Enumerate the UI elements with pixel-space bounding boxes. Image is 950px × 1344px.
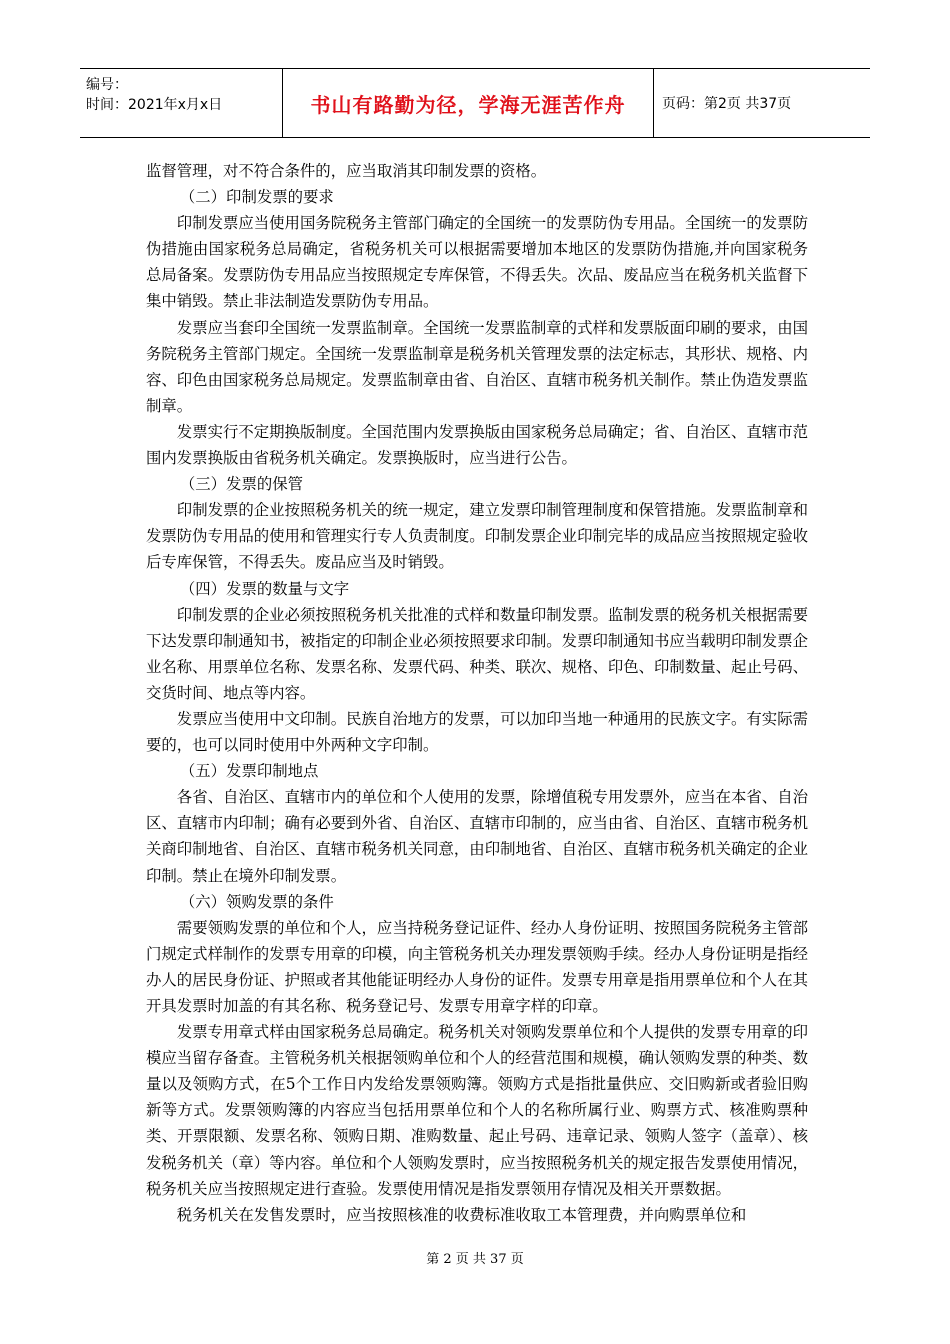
document-body	[146, 158, 808, 1228]
paragraph: 发票应当使用中文印制。民族自治地方的发票，可以加印当地一种通用的民族文字。有实际需要的，也可以同时使用中外两种文字印制。	[146, 709, 808, 755]
page-footer: 第 2 页 共 37 页	[426, 1252, 524, 1267]
section-heading: （六）领购发票的条件	[179, 892, 334, 911]
page-header	[80, 68, 870, 138]
header-page-info: 页码：第2页 共37页	[662, 96, 792, 112]
time-label: 时间：2021年x月x日	[86, 97, 223, 113]
paragraph: 印制发票的企业必须按照税务机关批准的式样和数量印制发票。监制发票的税务机关根据需要下达发票印制通知书，被指定的印制企业必须按照要求印制。发票印制通知书应当载明印制发票企业名称、用票单位名称、发票名称、发票代码、种类、联次、规格、印色、印制数量、起止号码、交货时间、地点等内容。	[146, 605, 808, 702]
section-heading: （五）发票印制地点	[179, 762, 319, 781]
number-label: 编号：	[86, 77, 128, 93]
header-motto: 书山有路勤为径，学海无涯苦作舟	[283, 69, 654, 137]
header-meta	[80, 69, 283, 137]
paragraph: 税务机关在发售发票时，应当按照核准的收费标准收取工本管理费，并向购票单位和	[176, 1205, 747, 1224]
paragraph: 印制发票的企业按照税务机关的统一规定，建立发票印制管理制度和保管措施。发票监制章和发票防伪专用品的使用和管理实行专人负责制度。印制发票企业印制完毕的成品应当按照规定验收后专库保管，不得丢失。废品应当及时销毁。	[146, 501, 808, 572]
section-heading: （二）印制发票的要求	[179, 188, 334, 207]
paragraph: 各省、自治区、直辖市内的单位和个人使用的发票，除增值税专用发票外，应当在本省、自治区、直辖市内印制；确有必要到外省、自治区、直辖市印制的，应当由省、自治区、直辖市税务机关商印制地省、自治区、直辖市税务机关同意，由印制地省、自治区、直辖市税务机关确定的企业印制。禁止在境外印制发票。	[146, 788, 808, 885]
section-heading: （四）发票的数量与文字	[179, 579, 350, 598]
paragraph: 发票实行不定期换版制度。全国范围内发票换版由国家税务总局确定；省、自治区、直辖市范围内发票换版由省税务机关确定。发票换版时，应当进行公告。	[146, 422, 808, 468]
paragraph: 监督管理，对不符合条件的，应当取消其印制发票的资格。	[146, 162, 547, 180]
paragraph: 发票应当套印全国统一发票监制章。全国统一发票监制章的式样和发票版面印刷的要求，由国务院税务主管部门规定。全国统一发票监制章是税务机关管理发票的法定标志，其形状、规格、内容、印色由国家税务总局规定。发票监制章由省、自治区、直辖市税务机关制作。禁止伪造发票监制章。	[146, 318, 808, 415]
section-heading: （三）发票的保管	[179, 475, 304, 494]
paragraph: 发票专用章式样由国家税务总局确定。税务机关对领购发票单位和个人提供的发票专用章的印模应当留存备查。主管税务机关根据领购单位和个人的经营范围和规模，确认领购发票的种类、数量以及领购方式，在5个工作日内发给发票领购簿。领购方式是指批量供应、交旧购新或者验旧购新等方式。发票领购簿的内容应当包括用票单位和个人的名称所属行业、购票方式、核准购票种类、开票限额、发票名称、领购日期、准购数量、起止号码、违章记录、领购人签字（盖章）、核发税务机关（章）等内容。单位和个人领购发票时，应当按照税务机关的规定报告发票使用情况，税务机关应当按照规定进行查验。发票使用情况是指发票领用存情况及相关开票数据。	[146, 1023, 808, 1198]
paragraph: 需要领购发票的单位和个人，应当持税务登记证件、经办人身份证明、按照国务院税务主管部门规定式样制作的发票专用章的印模，向主管税务机关办理发票领购手续。经办人身份证明是指经办人的居民身份证、护照或者其他能证明经办人身份的证件。发票专用章是指用票单位和个人在其开具发票时加盖的有其名称、税务登记号、发票专用章字样的印章。	[146, 918, 808, 1015]
paragraph: 印制发票应当使用国务院税务主管部门确定的全国统一的发票防伪专用品。全国统一的发票防伪措施由国家税务总局确定，省税务机关可以根据需要增加本地区的发票防伪措施,并向国家税务总局备案。发票防伪专用品应当按照规定专库保管，不得丢失。次品、废品应当在税务机关监督下集中销毁。禁止非法制造发票防伪专用品。	[146, 214, 808, 311]
